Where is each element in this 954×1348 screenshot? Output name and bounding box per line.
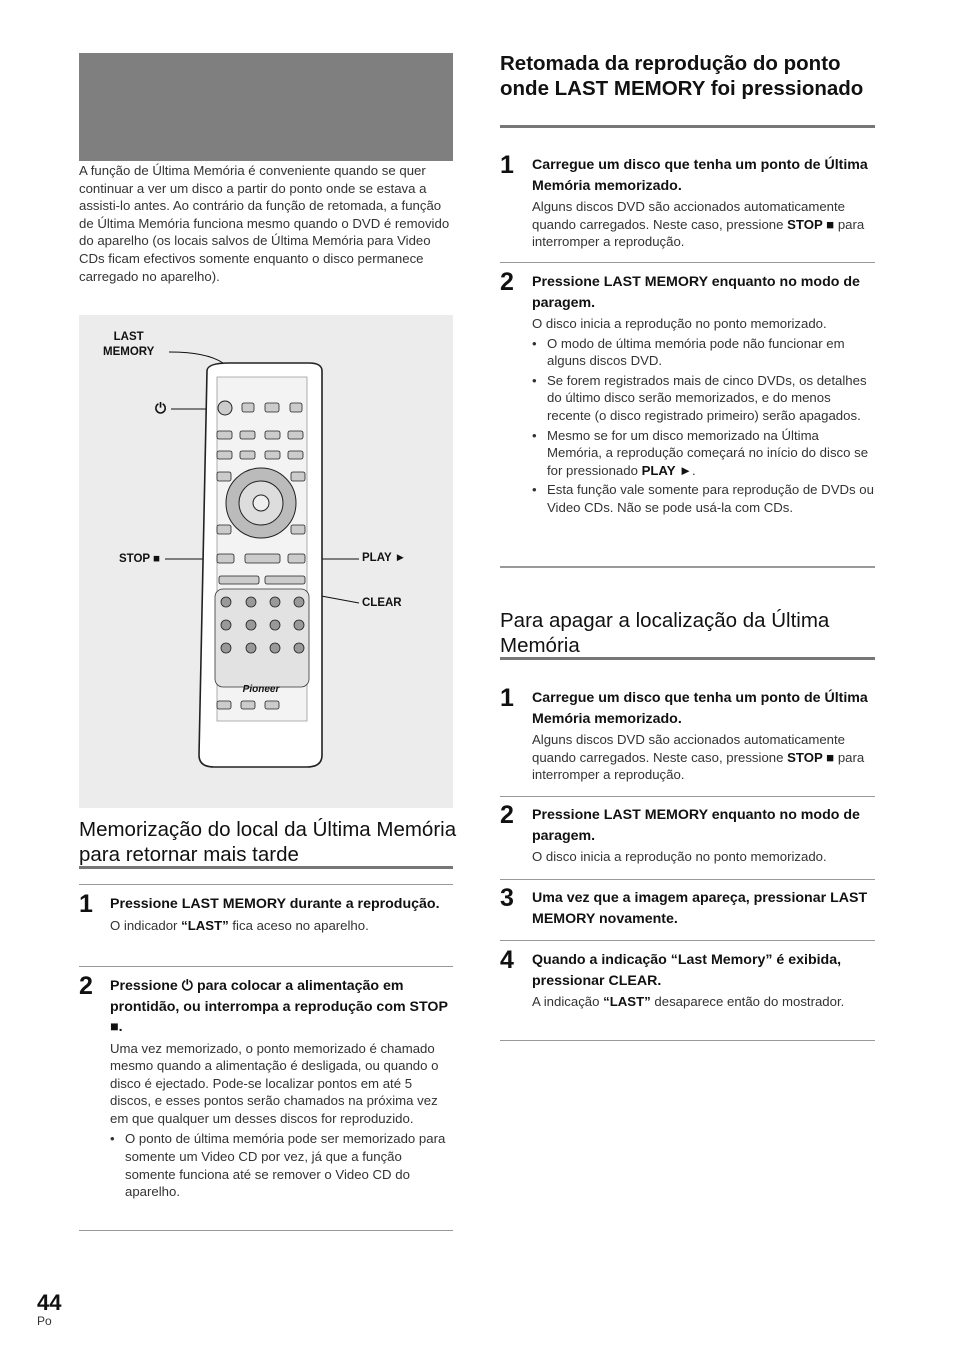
left-section-heading: Memorização do local da Última Memória para retornar mais tarde [79,818,457,866]
language-code: Po [37,1314,52,1328]
remote-figure [79,315,453,808]
step-body: Uma vez memorizado, o ponto memorizado é chamado mesmo quando a alimentação é desligada, ou quando o disco é ejectado. Pode-se localizar pontos em até 5 discos, e esses pontos serão chamados na próxima vez em que qualquer um desses discos for reproduzido. [110,1040,439,1126]
step-title: Quando a indicação “Last Memory” é exibida, pressionar CLEAR. [532,952,842,989]
step-number: 4 [500,946,514,974]
page-number: 44 [37,1290,62,1315]
step-body: O disco inicia a reprodução no ponto memorizado. [532,849,827,864]
divider [500,566,875,568]
bullet-item: • Esta função vale somente para reprodução de DVDs ou Video CDs. Não se pode usá-la com CDs. [532,481,875,516]
label-clear: CLEAR [362,597,402,609]
step-body: O disco inicia a reprodução no ponto memorizado. [532,316,827,331]
step-body: Alguns discos DVD são accionados automaticamente quando carregados. Neste caso, pressione STOP ■ para interromper a reprodução. [532,199,865,250]
label-last-memory: LAST MEMORY [103,331,155,358]
right2-step-3 [500,884,875,929]
step-number: 1 [79,890,93,918]
step-title: Pressione LAST MEMORY enquanto no modo de paragem. [532,274,860,311]
step-number: 2 [500,801,514,829]
right1-step-1 [500,151,875,251]
left-step-2 [79,972,453,1201]
left-heading-rule [79,866,453,869]
right2-heading-rule [500,657,875,660]
label-play: PLAY ► [362,552,406,564]
right2-step-4 [500,946,875,1011]
step-number: 2 [79,972,93,1000]
step-body: A indicação “LAST” desaparece então do mostrador. [532,994,845,1009]
divider [500,879,875,880]
step-number: 1 [500,151,514,179]
divider [500,796,875,797]
step-title: Pressione ⏻ para colocar a alimentação em prontidão, ou interrompa a reprodução com STOP ■. [110,978,448,1035]
step-title: Carregue um disco que tenha um ponto de Última Memória memorizado. [532,690,868,727]
right1-step-2 [500,268,875,517]
section-header-box [79,53,453,161]
step-title: Pressione LAST MEMORY durante a reprodução. [110,896,440,912]
divider [79,966,453,967]
right1-heading-rule [500,125,875,128]
remote-brand: Pioneer [242,684,280,695]
right2-step-2 [500,801,875,866]
bullet-item: • Se forem registrados mais de cinco DVDs, os detalhes do último disco serão memorizados, e do menos recente (o disco registrado primeiro) serão apagados. [532,372,875,425]
power-icon: ⏻ [181,978,193,994]
bullet-item: • O ponto de última memória pode ser memorizado para somente um Video CD por vez, já que a função somente funciona até se remover o Video CD do aparelho. [110,1130,453,1200]
divider [79,884,453,885]
right-section2-heading: Para apagar a localização da Última Memória [500,609,830,657]
divider [500,262,875,263]
divider [79,1230,453,1231]
step-title: Uma vez que a imagem apareça, pressionar LAST MEMORY novamente. [532,890,868,927]
remote-drawing [79,315,453,808]
step-body: O indicador “LAST” fica aceso no aparelho. [110,917,369,933]
intro-paragraph: A função de Última Memória é conveniente quando se quer continuar a ver um disco a partir do ponto onde se estava a assisti-lo antes. Ao contrário da função de retomada, a função de Última Memória funciona mesmo quando o DVD é removido do aparelho (os locais salvos de Última Memória para Video CDs ficam efectivos somente enquanto o disco permanece carregado no aparelho). [79,163,450,284]
left-step-1 [79,890,453,934]
step-number: 3 [500,884,514,912]
right-section1-heading: Retomada da reprodução do ponto onde LAST MEMORY foi pressionado [500,52,864,100]
step-title: Carregue um disco que tenha um ponto de Última Memória memorizado. [532,157,868,194]
divider [500,1040,875,1041]
divider [500,940,875,941]
bullet-item: • O modo de última memória pode não funcionar em alguns discos DVD. [532,335,875,370]
step-number: 2 [500,268,514,296]
right2-step-1 [500,684,875,784]
step-number: 1 [500,684,514,712]
label-stop: STOP ■ [119,553,161,565]
label-power-symbol: ⏻ [155,400,167,416]
step-title: Pressione LAST MEMORY enquanto no modo de paragem. [532,807,860,844]
step-body: Alguns discos DVD são accionados automaticamente quando carregados. Neste caso, pressione STOP ■ para interromper a reprodução. [532,732,865,783]
bullet-item: • Mesmo se for um disco memorizado na Última Memória, a reprodução começará no início do disco se for pressionado PLAY ►. [532,427,875,480]
